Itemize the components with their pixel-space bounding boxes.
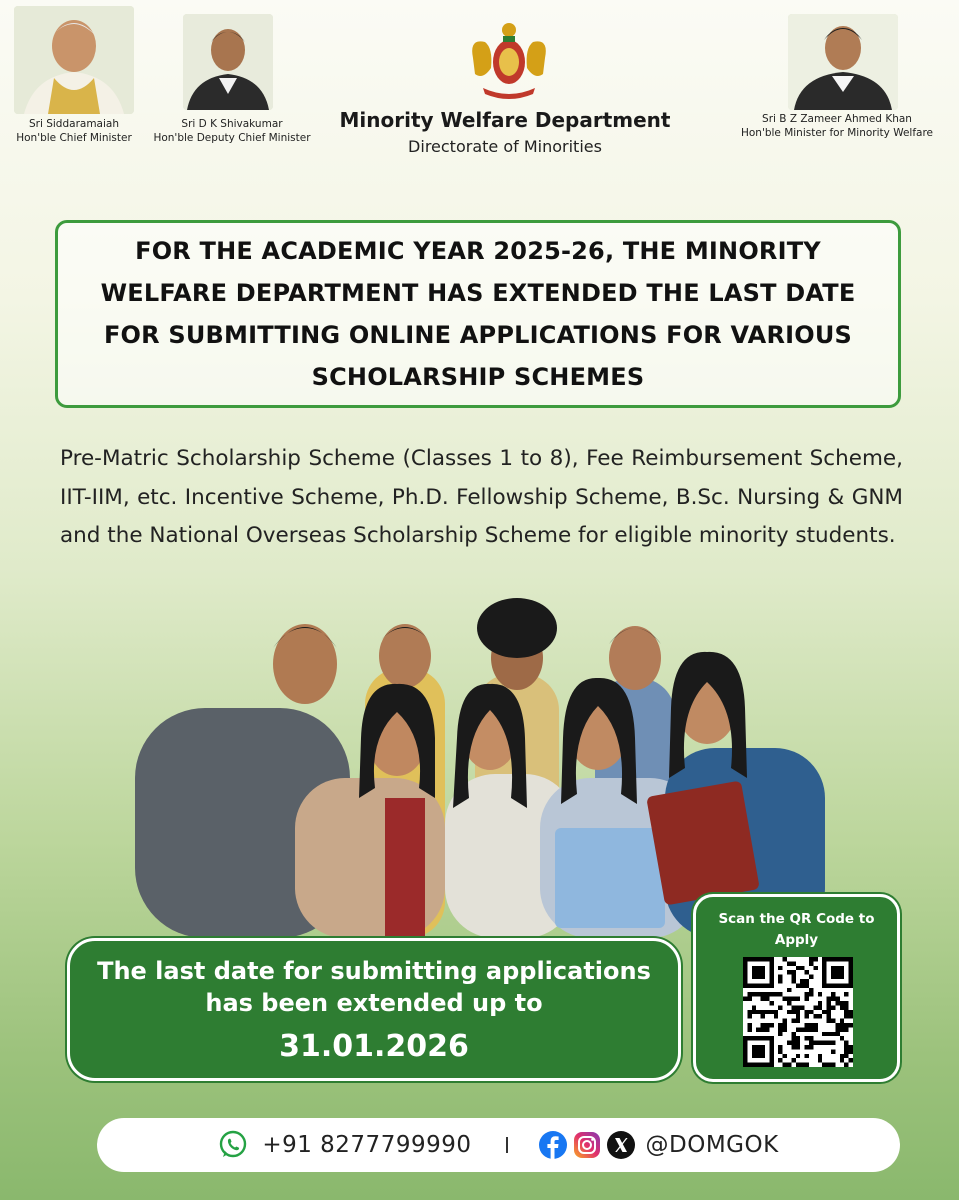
facebook-icon[interactable] bbox=[538, 1130, 568, 1160]
caption-deputy-chief-minister bbox=[146, 117, 318, 145]
portrait-chief-minister bbox=[14, 6, 134, 114]
caption-chief-minister bbox=[0, 117, 148, 145]
deadline-box bbox=[67, 938, 681, 1081]
leader-name: Sri B Z Zameer Ahmed Khan bbox=[762, 113, 912, 125]
social-handle[interactable]: @DOMGOK bbox=[645, 1132, 779, 1158]
deadline-line-1: The last date for submitting applications bbox=[97, 957, 651, 985]
portrait-minority-welfare-minister bbox=[788, 14, 898, 110]
leader-role: Hon'ble Minister for Minority Welfare bbox=[740, 127, 934, 139]
divider bbox=[506, 1137, 508, 1153]
leader-role: Hon'ble Chief Minister bbox=[16, 132, 132, 144]
headline-box bbox=[55, 220, 901, 408]
students-group-photo bbox=[135, 598, 830, 938]
leader-name: Sri Siddaramaiah bbox=[28, 118, 119, 130]
directorate-subtitle: Directorate of Minorities bbox=[408, 137, 602, 156]
whatsapp-icon[interactable] bbox=[218, 1130, 248, 1160]
schemes-description: Pre-Matric Scholarship Scheme (Classes 1 to 8), Fee Reimbursement Scheme, IIT-IIM, etc. Incentive Scheme, Ph.D. Fellowship Scheme, B.Sc. Nursing & GNM and the National Overseas Scholarship Scheme for eligible minority students. bbox=[60, 446, 903, 548]
contact-bar bbox=[97, 1118, 900, 1172]
state-emblem-icon bbox=[463, 18, 555, 100]
portrait-deputy-chief-minister bbox=[183, 14, 273, 110]
qr-code[interactable] bbox=[743, 957, 853, 1067]
qr-label: Scan the QR Code to Apply bbox=[718, 911, 875, 948]
caption-minority-welfare-minister bbox=[722, 112, 952, 140]
deadline-date: 31.01.2026 bbox=[279, 1029, 469, 1064]
headline-text: FOR THE ACADEMIC YEAR 2025-26, THE MINORITY WELFARE DEPARTMENT HAS EXTENDED THE LAST DATE FOR SUBMITTING ONLINE APPLICATIONS FOR VARIOUS SCHOLARSHIP SCHEMES bbox=[100, 237, 856, 391]
leader-role: Hon'ble Deputy Chief Minister bbox=[153, 132, 311, 144]
department-title: Minority Welfare Department bbox=[339, 108, 671, 132]
leader-name: Sri D K Shivakumar bbox=[181, 118, 283, 130]
contact-phone[interactable]: +91 8277799990 bbox=[262, 1132, 472, 1158]
instagram-icon[interactable] bbox=[572, 1130, 602, 1160]
qr-box bbox=[693, 894, 900, 1082]
x-icon[interactable] bbox=[606, 1130, 636, 1160]
deadline-line-2: has been extended up to bbox=[205, 989, 543, 1017]
